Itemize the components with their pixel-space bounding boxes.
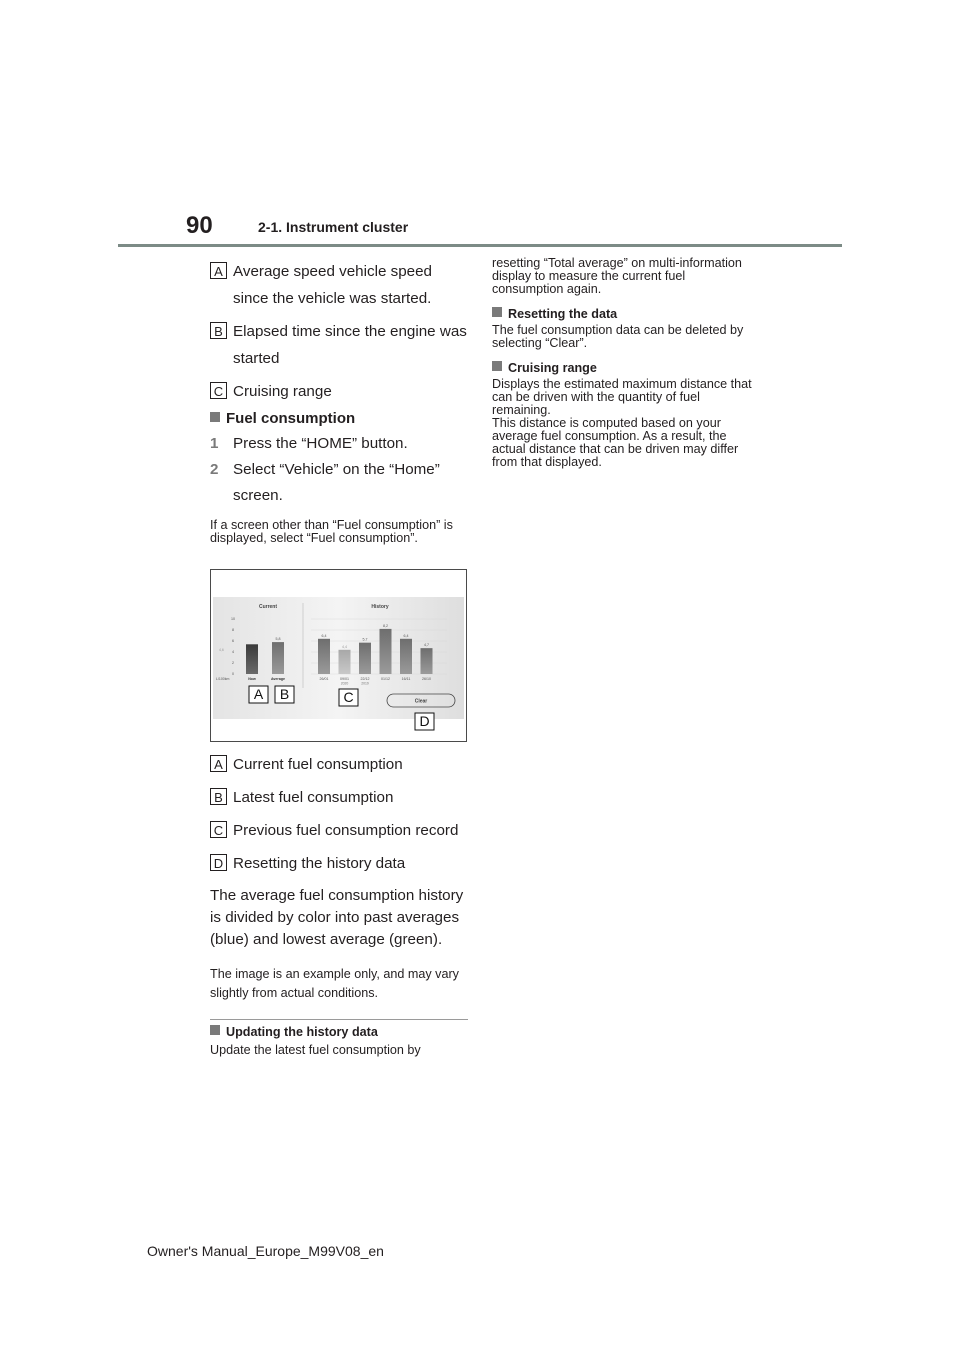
example-note: The image is an example only, and may vary slightly from actual conditions. xyxy=(210,967,459,1000)
y-unit-label: L/100km xyxy=(216,677,230,681)
callout-badge: B xyxy=(210,322,227,339)
updating-text: Update the latest fuel consumption by xyxy=(210,1043,421,1057)
cruising-text-1: Displays the estimated maximum distance that can be driven with the quantity of fuel remaining. xyxy=(492,377,752,417)
x-year-label: 2020 xyxy=(340,681,349,686)
list-item xyxy=(210,751,468,778)
list-item-text: Elapsed time since the engine was started xyxy=(233,323,467,367)
callout-a xyxy=(249,686,268,703)
clear-button-label: Clear xyxy=(414,698,428,705)
list-item xyxy=(210,784,468,811)
svg-text:D: D xyxy=(419,713,430,729)
fuel-consumption-screen-figure xyxy=(210,569,467,742)
bar-value-label: 6,4 xyxy=(321,633,327,638)
bar-value-label: 5,7 xyxy=(362,637,368,642)
color-paragraph: The average fuel consumption history is divided by color into past averages (blue) and lowest average (green). xyxy=(210,887,464,948)
callout-badge: A xyxy=(210,755,227,772)
step-item xyxy=(210,457,468,509)
callout-badge: B xyxy=(210,788,227,805)
section-title: 2-1. Instrument cluster xyxy=(258,219,409,235)
y-tick-label: 0 xyxy=(232,672,234,677)
callout-badge: C xyxy=(210,821,227,838)
list-item xyxy=(210,378,468,405)
x-tick-label: Now xyxy=(248,677,256,681)
list-item-text: Resetting the history data xyxy=(233,855,406,872)
current-title: Current xyxy=(258,604,278,610)
list-item-text: Latest fuel consumption xyxy=(233,789,394,806)
x-tick-label: 26/01 xyxy=(319,677,329,681)
history-bar xyxy=(359,643,371,674)
left-column-top xyxy=(210,258,468,545)
square-bullet-icon xyxy=(492,307,502,317)
list-item-text: Current fuel consumption xyxy=(233,756,403,773)
callout-d xyxy=(415,713,434,730)
bar-value-label: 5,8 xyxy=(275,637,281,642)
history-bar xyxy=(421,648,433,674)
step-text: Press the “HOME” button. xyxy=(233,435,408,452)
cruising-text-2: This distance is computed based on your average fuel consumption. As a result, the actual distance that can be driven may differ from that displayed. xyxy=(492,416,739,469)
resetting-text: The fuel consumption data can be deleted by selecting “Clear”. xyxy=(492,323,744,350)
y-tick-label: 2 xyxy=(232,661,234,666)
square-bullet-icon xyxy=(210,412,220,422)
svg-text:A: A xyxy=(253,686,264,702)
history-bar xyxy=(318,639,330,674)
resetting-heading: Resetting the data xyxy=(492,306,752,322)
history-bar xyxy=(380,629,392,674)
list-item xyxy=(210,318,468,372)
callout-badge: C xyxy=(210,382,227,399)
footer-text: Owner's Manual_Europe_M99V08_en xyxy=(147,1243,384,1259)
fuel-consumption-heading: Fuel consumption xyxy=(210,407,468,431)
right-column xyxy=(492,257,752,469)
x-year-label: 2019 xyxy=(361,681,369,686)
list-item xyxy=(210,817,468,844)
y-tick-label: 4 xyxy=(232,650,234,655)
x-tick-label: Average xyxy=(270,677,286,681)
list-item-text: Average speed vehicle speed since the vehicle was started. xyxy=(233,263,432,307)
list-item xyxy=(210,850,468,877)
list-item xyxy=(210,258,468,312)
average-marker-label: 4,6 xyxy=(219,648,224,652)
list-item-text: Previous fuel consumption record xyxy=(233,822,459,839)
callout-badge: D xyxy=(210,854,227,871)
page-number: 90 xyxy=(186,212,213,239)
y-tick-label: 10 xyxy=(231,617,235,622)
svg-text:B: B xyxy=(279,686,290,702)
bar-value-label: 6,4 xyxy=(403,633,409,638)
current-bar xyxy=(246,644,258,674)
bar-value-label: 4,7 xyxy=(424,643,429,648)
callout-b xyxy=(275,686,294,703)
step-text: Select “Vehicle” on the “Home” screen. xyxy=(233,461,440,504)
step-item xyxy=(210,431,468,457)
cruising-heading: Cruising range xyxy=(492,360,752,376)
bar-value-label: 4,4 xyxy=(342,644,347,649)
history-title: History xyxy=(371,604,389,610)
step-number: 2 xyxy=(210,461,219,478)
updating-heading: Updating the history data xyxy=(210,1024,468,1040)
y-tick-label: 6 xyxy=(232,639,234,644)
x-tick-label: 01/12 xyxy=(381,677,390,681)
header-rule xyxy=(118,244,842,247)
callout-badge: A xyxy=(210,262,227,279)
square-bullet-icon xyxy=(492,361,502,371)
x-tick-label: 16/11 xyxy=(401,677,411,681)
list-item-text: Cruising range xyxy=(233,383,332,400)
fuel-consumption-screen-svg xyxy=(211,570,466,741)
history-bar xyxy=(339,650,351,674)
svg-text:C: C xyxy=(343,689,354,705)
callout-c xyxy=(339,689,358,706)
left-column-bottom xyxy=(210,751,468,1057)
history-bar xyxy=(400,639,412,674)
subsection-rule xyxy=(210,1019,468,1020)
continued-text: resetting “Total average” on multi-information display to measure the current fuel consumption again. xyxy=(492,256,742,296)
current-bar xyxy=(272,642,284,674)
x-tick-label: 26/10 xyxy=(422,677,431,681)
x-tick-label: 09/01 xyxy=(340,677,349,681)
step-number: 1 xyxy=(210,435,219,452)
square-bullet-icon xyxy=(210,1025,220,1035)
bar-value-label: 8,2 xyxy=(383,623,388,628)
x-tick-label: 22/12 xyxy=(360,677,370,681)
screen-note: If a screen other than “Fuel consumption” is displayed, select “Fuel consumption”. xyxy=(210,518,453,545)
y-tick-label: 8 xyxy=(232,628,234,633)
